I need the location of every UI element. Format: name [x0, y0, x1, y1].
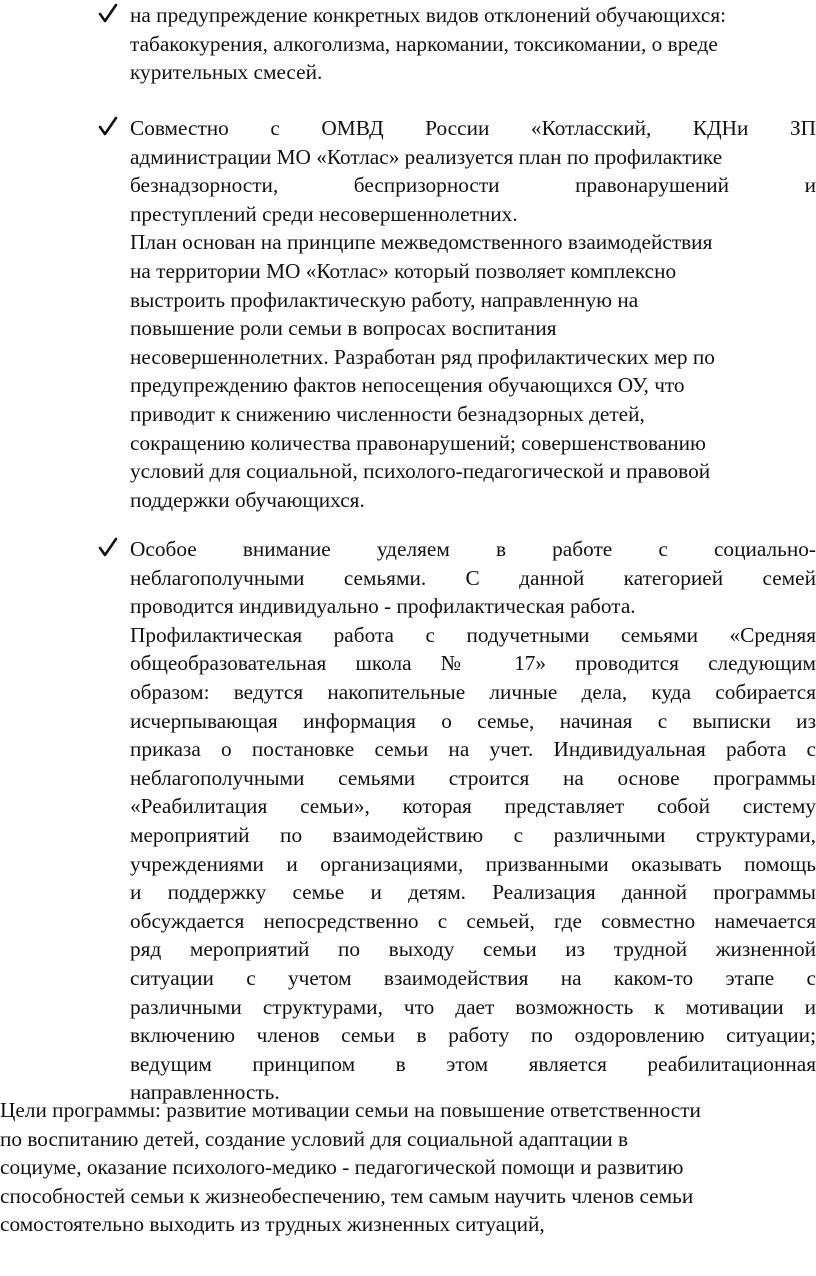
text-line: администрации МО «Котлас» реализуется план по профилактике	[130, 144, 723, 169]
text-line: проводится индивидуально - профилактическая работа.	[130, 594, 636, 619]
text-line: различными структурами, что дает возможность к мотивации и	[130, 994, 816, 1019]
checkmark-icon	[98, 537, 118, 559]
text-line: «Реабилитация семьи», которая представляет собой систему	[130, 794, 816, 819]
text-line: неблагополучными семьями. С данной категорией семей	[130, 565, 816, 590]
text-line: направленность.	[130, 1080, 280, 1105]
checkmark-icon	[98, 116, 118, 138]
text-line: ряд мероприятий по выходу семьи из трудной жизненной	[130, 937, 816, 962]
text-line: условий для социальной, психолого-педагогической и правовой	[130, 459, 711, 484]
text-line: приводит к снижению численности безнадзорных детей,	[130, 401, 645, 426]
text-line: ведущим принципом в этом является реабилитационная	[130, 1051, 816, 1076]
bullet-item-2	[130, 114, 816, 514]
text-line: поддержки обучающихся.	[130, 487, 365, 512]
text-line: на территории МО «Котлас» который позволяет комплексно	[130, 258, 677, 283]
text-line: приказа о постановке семьи на учет. Индивидуальная работа с	[130, 737, 816, 762]
text-line: и поддержку семье и детям. Реализация данной программы	[130, 880, 816, 905]
text-line: по воспитанию детей, создание условий для социальной адаптации в	[0, 1126, 629, 1151]
text-line: обсуждается непосредственно с семьей, где совместно намечается	[130, 908, 816, 933]
text-line: Профилактическая работа с подучетными семьями «Средняя	[130, 622, 816, 647]
text-line: повышение роли семьи в вопросах воспитания	[130, 316, 557, 341]
bullet-item-3	[130, 535, 816, 1107]
text-line: способностей семьи к жизнеобеспечению, тем самым научить членов семьи	[0, 1183, 694, 1208]
text-line: учреждениями и организациями, призванными оказывать помощь	[130, 851, 816, 876]
text-line: табакокурения, алкоголизма, наркомании, токсикомании, о вреде	[130, 31, 718, 56]
text-line: преступлений среди несовершеннолетних.	[130, 201, 518, 226]
bullet-item-1	[130, 1, 816, 87]
text-line: сокращению количества правонарушений; совершенствованию	[130, 430, 706, 455]
text-line: социуме, оказание психолого-медико - педагогической помощи и развитию	[0, 1155, 684, 1180]
text-line: Совместно с ОМВД России «Котласский, КДНи ЗП	[130, 116, 816, 140]
text-line: образом: ведутся накопительные личные дела, куда собирается	[130, 679, 816, 704]
text-line: включению членов семьи в работу по оздоровлению ситуации;	[130, 1023, 816, 1048]
text-line: общеобразовательная школа № 17» проводится следующим	[130, 651, 816, 676]
text-line: исчерпывающая информация о семье, начиная с выписки из	[130, 708, 816, 733]
text-line: выстроить профилактическую работу, направленную на	[130, 287, 639, 312]
goals-paragraph	[0, 1096, 816, 1239]
text-line: Особое внимание уделяем в работе с социально-	[130, 537, 816, 561]
text-line: ситуации с учетом взаимодействия на каком-то этапе с	[130, 965, 816, 990]
text-line: на предупреждение конкретных видов отклонений обучающихся:	[130, 3, 727, 27]
checkmark-icon	[98, 3, 118, 25]
text-line: Цели программы: развитие мотивации семьи на повышение ответственности	[0, 1098, 701, 1122]
text-line: сомостоятельно выходить из трудных жизненных ситуаций,	[0, 1212, 545, 1237]
text-line: безнадзорности, беспризорности правонарушений и	[130, 173, 816, 198]
text-line: мероприятий по взаимодействию с различными структурами,	[130, 822, 816, 847]
text-line: неблагополучными семьями строится на основе программы	[130, 765, 816, 790]
text-line: План основан на принципе межведомственного взаимодействия	[130, 230, 713, 255]
text-line: несовершеннолетних. Разработан ряд профилактических мер по	[130, 344, 715, 369]
text-line: предупреждению фактов непосещения обучающихся ОУ, что	[130, 373, 685, 398]
text-line: курительных смесей.	[130, 60, 323, 85]
